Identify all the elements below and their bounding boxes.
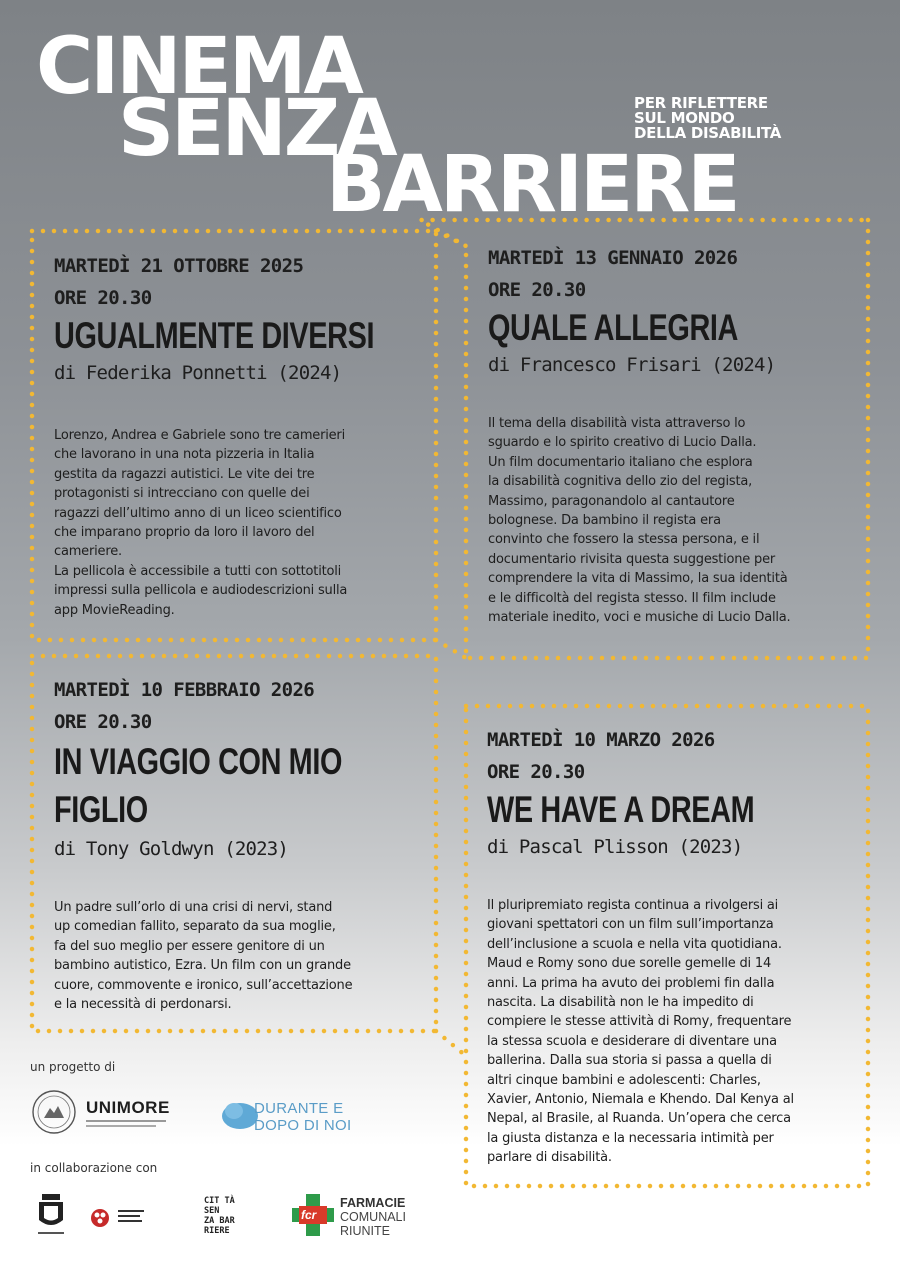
subtitle-line: PER RIFLETTERE [634,94,768,112]
event-time: ORE 20.30 [488,279,586,301]
event-card [488,242,868,627]
event-description [488,414,868,627]
description-line: e la necessità di perdonarsi. [54,997,232,1013]
flower-icon [88,1202,152,1232]
description-line: fa del suo meglio per essere genitore di un [54,938,325,954]
event-title: WE HAVE A DREAM [487,789,755,830]
description-line: anni. La prima ha avuto dei problemi fin dalla [487,975,775,991]
description-line: la giusta distanza e la necessaria intimità per [487,1130,774,1146]
event-director: di Tony Goldwyn (2023) [54,838,289,860]
citta-logo-line: ZA BAR [204,1216,235,1226]
description-line: Massimo, paragonandolo al cantautore [488,493,735,509]
event-time: ORE 20.30 [54,287,152,309]
event-card [54,674,434,1014]
farmacie-wordmark-line: COMUNALI [340,1210,406,1224]
description-line: la disabilità cognitiva dello zio del regista, [488,474,753,490]
farmacie-wordmark-line: RIUNITE [340,1224,390,1238]
description-line: Un padre sull’orlo di una crisi di nervi, stand [54,900,333,915]
description-line: parlare di disabilità. [487,1150,612,1166]
event-card [487,724,867,1168]
event-title: IN VIAGGIO CON MIO [54,741,343,782]
event-director: di Francesco Frisari (2024) [488,354,776,376]
description-line: e le difficoltà del regista stesso. Il film include [488,590,776,606]
description-line: impressi sulla pellicola e audiodescrizioni sulla [54,583,348,599]
title-line-barriere: BARRIERE [326,140,738,230]
event-date: MARTEDÌ 21 OTTOBRE 2025 [54,255,304,277]
description-line: comprendere la vita di Massimo, la sua identità [488,571,788,587]
subtitle-line: DELLA DISABILITÀ [634,124,782,142]
fcr-mark: fcr [301,1208,317,1222]
description-line: Un film documentario italiano che esplora [488,454,753,470]
citta-senza-barriere-logo [204,1196,244,1246]
frame-connector-middle [436,640,466,658]
subtitle-line: SUL MONDO [634,109,735,127]
description-line: altri cinque bambini e adolescenti: Charles, [487,1072,761,1088]
title-line-cinema: CINEMA [36,22,361,112]
event-description [487,896,867,1168]
description-line: materiale inedito, voci e musiche di Lucio Dalla. [488,610,791,626]
description-line: cuore, commovente e ironico, sull’accettazione [54,977,353,993]
citta-logo-line: CIT TÀ [204,1196,235,1206]
description-line: dell’inclusione a scuola e nella vita quotidiana. [487,936,782,952]
event-date: MARTEDÌ 13 GENNAIO 2026 [488,247,738,269]
description-line: Lorenzo, Andrea e Gabriele sono tre camerieri [54,428,345,443]
farmacie-wordmark-line: FARMACIE [340,1196,406,1210]
event-date: MARTEDÌ 10 MARZO 2026 [487,729,715,751]
description-line: bambino autistico, Ezra. Un film con un grande [54,958,351,974]
event-time: ORE 20.30 [487,761,585,783]
title-line-senza: SENZA [118,84,395,174]
event-title: QUALE ALLEGRIA [488,307,739,348]
description-line: ballerina. Dalla sua storia si passa a quella di [487,1053,772,1069]
description-line: documentario rivisita questa suggestione per [488,551,776,567]
collaboration-label: in collaborazione con [30,1161,158,1175]
description-line: ragazzi dell’ultimo anno di un liceo scientifico [54,505,342,521]
unimore-wordmark: UNIMORE [86,1098,170,1117]
description-line: Maud e Romy sono due sorelle gemelle di 14 [487,956,772,972]
description-line: up comedian fallito, separato da sua moglie, [54,919,336,935]
comune-crest-logo [34,1192,68,1238]
event-director: di Pascal Plisson (2023) [487,836,743,858]
durante-wordmark-line: DOPO DI NOI [254,1117,352,1134]
project-label: un progetto di [30,1060,116,1074]
durante-dopo-di-noi-logo [220,1092,360,1138]
description-line: protagonisti si intrecciano con quelle dei [54,486,310,502]
event-description [54,426,434,620]
event-date: MARTEDÌ 10 FEBBRAIO 2026 [54,679,315,701]
event-card [54,250,434,620]
description-line: app MovieReading. [54,602,175,618]
event-time: ORE 20.30 [54,711,152,733]
description-line: sguardo e lo spirito creativo di Lucio Dalla. [488,435,757,451]
description-line: Il tema della disabilità vista attraverso lo [488,416,746,431]
description-line: che imparano proprio da loro il lavoro del [54,525,315,541]
farmacie-comunali-riunite-logo [290,1192,420,1242]
association-logo [88,1202,152,1232]
description-line: che lavorano in una nota pizzeria in Italia [54,447,315,463]
description-line: La pellicola è accessibile a tutti con sottotitoli [54,563,342,579]
description-line: convinto che fossero la stessa persona, e il [488,532,760,548]
citta-logo-line: SEN [204,1206,220,1216]
description-line: cameriere. [54,544,122,560]
description-line: compiere le stesse attività di Romy, frequentare [487,1014,792,1030]
event-title: FIGLIO [54,789,148,830]
event-description [54,898,434,1014]
frame-connector-bottom [436,1031,466,1056]
unimore-seal-icon [30,1088,78,1136]
description-line: giovani spettatori con un film sull’importanza [487,917,774,933]
unimore-logo [30,1088,180,1138]
description-line: Xavier, Antonio, Niemala e Khendo. Dal Kenya al [487,1092,794,1108]
description-line: Il pluripremiato regista continua a rivolgersi ai [487,898,779,913]
event-title: UGUALMENTE DIVERSI [54,315,375,356]
crest-icon [34,1192,68,1238]
description-line: Nepal, al Brasile, al Ruanda. Un’opera che cerca [487,1111,791,1127]
description-line: la stessa scuola e desiderare di diventare una [487,1033,777,1049]
citta-logo-line: RIERE [204,1226,230,1236]
description-line: gestita da ragazzi autistici. Le vite dei tre [54,466,315,482]
event-director: di Federika Ponnetti (2024) [54,362,342,384]
description-line: bolognese. Da bambino il regista era [488,513,721,529]
durante-wordmark-line: DURANTE E [254,1100,344,1117]
description-line: nascita. La disabilità non le ha impedito di [487,995,754,1011]
